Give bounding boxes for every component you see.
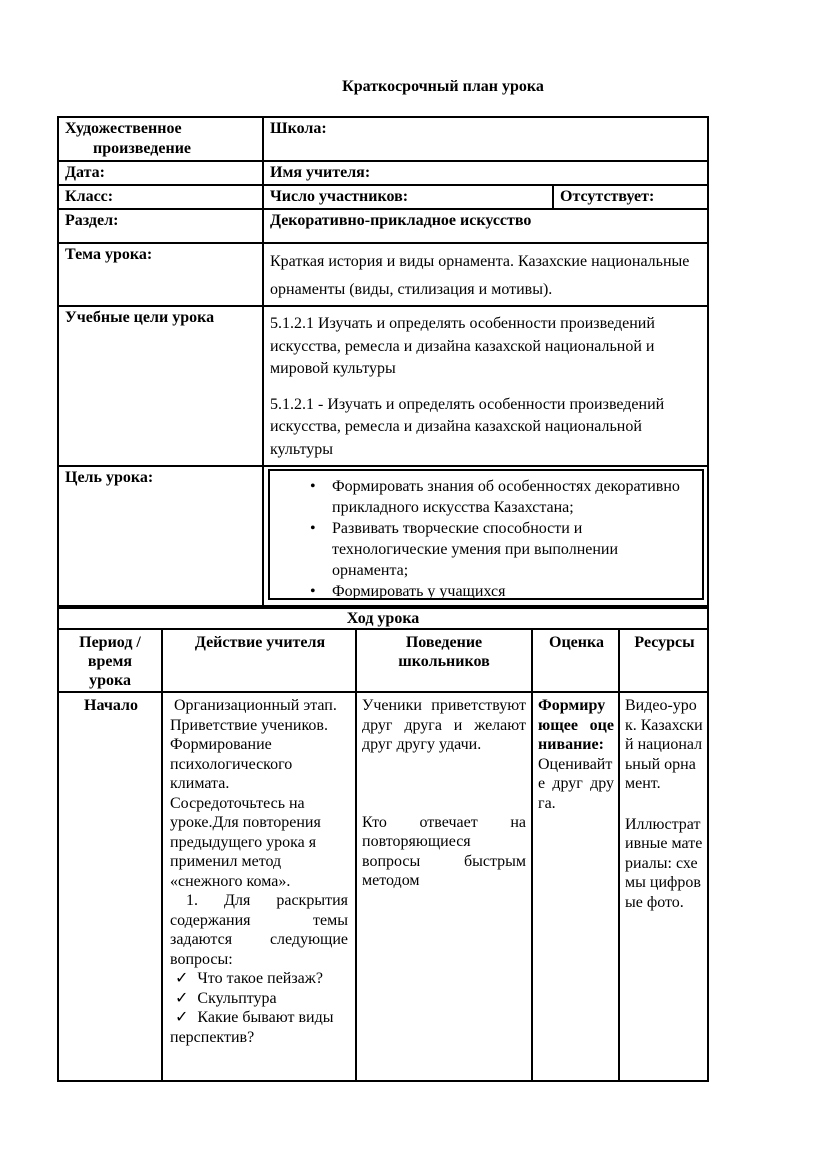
absent-label-cell: Отсутствует:: [553, 185, 708, 209]
students-paragraph-1: Ученики приветствуют друг друга и желают друг другу удачи.: [362, 697, 526, 753]
artwork-label-cell: [58, 117, 263, 161]
objectives-value-cell: [263, 306, 708, 466]
header-students-behavior: Поведение школьников: [356, 629, 532, 692]
course-body-row: [58, 692, 708, 1081]
teacher-numbered-item: 1. Для раскрытия содержания темы задаются следующие вопросы:: [170, 892, 348, 968]
course-section-title: Ход урока: [58, 608, 708, 629]
checkmark-icon: ✓: [175, 1009, 189, 1026]
artwork-label-line2: произведение: [93, 140, 192, 157]
date-label-cell: Дата:: [58, 161, 263, 185]
students-behavior-cell: [356, 692, 532, 1081]
info-table: [57, 116, 709, 607]
artwork-label-line1: Художественное: [65, 120, 182, 137]
teacher-action-cell: [162, 692, 356, 1081]
objectives-paragraph-1: 5.1.2.1 Изучать и определять особенности произведений искусства, ремесла и дизайна казахской национальной и мировой культуры: [270, 315, 655, 377]
resources-cell: [619, 692, 708, 1081]
course-section-row: [58, 608, 708, 629]
bullet-icon: •: [310, 478, 316, 495]
goal-value-cell: [263, 466, 708, 606]
goal-label-cell: Цель урока:: [58, 466, 263, 606]
bullet-icon: •: [310, 520, 316, 537]
participants-label-cell: Число участников:: [263, 185, 553, 209]
row-class: [58, 185, 708, 209]
header-teacher-action: Действие учителя: [162, 629, 356, 692]
course-table: [57, 607, 709, 1082]
header-resources: Ресурсы: [619, 629, 708, 692]
teacher-question-item: ✓ Скульптура: [175, 989, 277, 1007]
assessment-heading: Формирующее оценивание:: [538, 697, 614, 753]
goal-bullet-item: • Формировать знания об особенностях декоративно прикладного искусства Казахстана;: [310, 478, 680, 516]
resources-paragraph-2: Иллюстративные материалы: схемы цифровые фото.: [625, 815, 703, 911]
teacher-name-label-cell: Имя учителя:: [263, 161, 708, 185]
teacher-question-item: ✓ Какие бывают виды перспектив?: [170, 1009, 334, 1046]
topic-value-cell: Краткая история и виды орнамента. Казахские национальные орнаменты (виды, стилизация и мотивы).: [263, 243, 708, 306]
assessment-text: Оценивайте друг друга.: [538, 755, 614, 812]
objectives-label-cell: Учебные цели урока: [58, 306, 263, 466]
course-header-row: [58, 629, 708, 692]
goal-bullet-item: • Формировать у учащихся: [310, 583, 506, 600]
checkmark-icon: ✓: [175, 989, 189, 1007]
resources-paragraph-1: Видео-урок. Казахский национальный орнамент.: [625, 697, 703, 792]
header-period: Период / время урока: [58, 629, 162, 692]
period-cell: Начало: [58, 692, 162, 1081]
teacher-question-item: ✓ Что такое пейзаж?: [175, 970, 323, 987]
page-title: Краткосрочный план урока: [342, 78, 544, 95]
students-paragraph-2: Кто отвечает на повторяющиеся вопросы быстрым методом: [362, 813, 526, 889]
goal-text-box: [268, 469, 704, 600]
row-section: [58, 209, 708, 243]
row-date: [58, 161, 708, 185]
class-label-cell: Класс:: [58, 185, 263, 209]
row-objectives: [58, 306, 708, 466]
row-goal: [58, 466, 708, 606]
bullet-icon: •: [310, 583, 316, 600]
header-assessment: Оценка: [532, 629, 619, 692]
row-school: [58, 117, 708, 161]
teacher-intro-text: Организационный этап. Приветствие учеников. Формирование психологического климата. Сосредоточьтесь на уроке.Для повторения предыдущего урока я применил метод «снежного кома».: [170, 697, 337, 890]
assessment-cell: [532, 692, 619, 1081]
section-label-cell: Раздел:: [58, 209, 263, 243]
objectives-paragraph-2: 5.1.2.1 - Изучать и определять особенности произведений искусства, ремесла и дизайна казахской национальной культуры: [270, 395, 665, 458]
goal-bullet-item: • Развивать творческие способности и технологические умения при выполнении орнамента;: [310, 520, 619, 579]
row-topic: [58, 243, 708, 306]
section-value-cell: Декоративно-прикладное искусство: [263, 209, 708, 243]
school-label-cell: Школа:: [263, 117, 708, 161]
topic-label-cell: Тема урока:: [58, 243, 263, 306]
checkmark-icon: ✓: [175, 970, 189, 987]
